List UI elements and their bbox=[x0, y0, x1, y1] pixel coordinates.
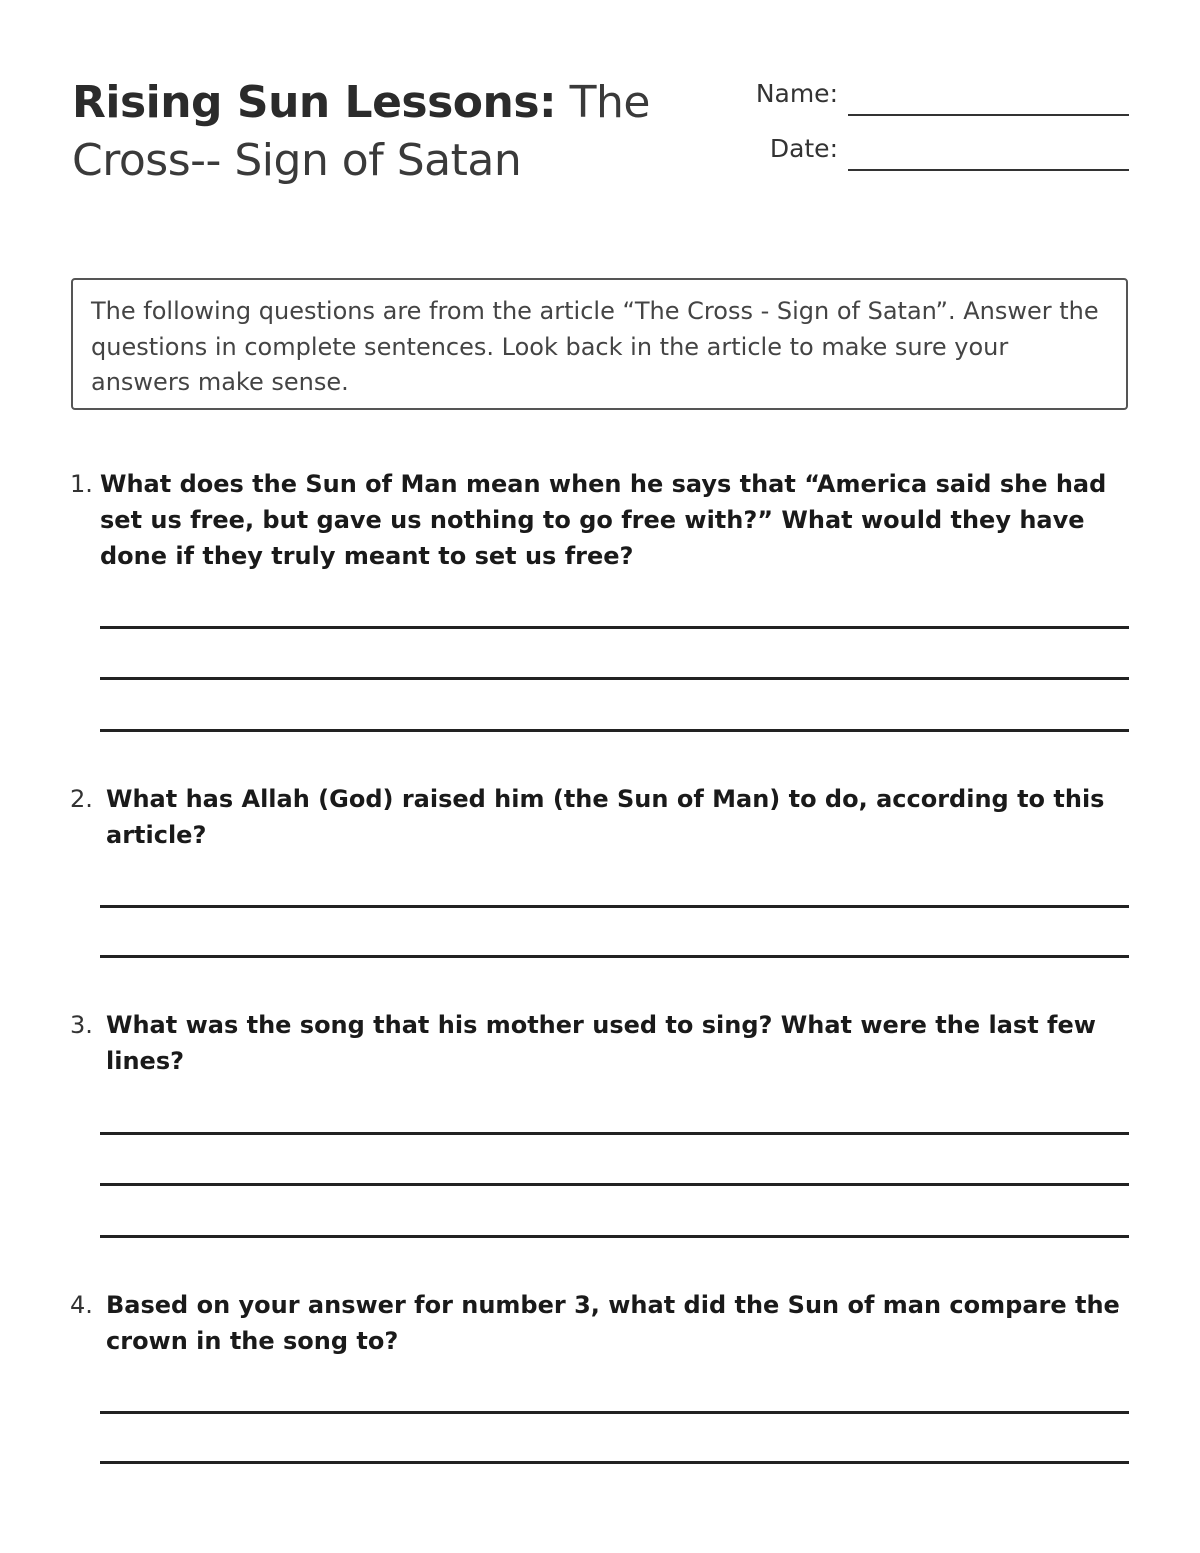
date-label: Date: bbox=[769, 134, 838, 163]
title-series: Rising Sun Lessons: bbox=[72, 77, 557, 128]
answer-line[interactable] bbox=[100, 729, 1129, 732]
answer-line[interactable] bbox=[100, 1461, 1129, 1464]
question-3 bbox=[70, 1007, 1132, 1079]
question-number: 1. bbox=[70, 470, 93, 498]
question-number: 2. bbox=[70, 785, 93, 813]
question-text: What was the song that his mother used to sing? What were the last few lines? bbox=[106, 1011, 1096, 1075]
name-field-line[interactable] bbox=[848, 114, 1129, 116]
question-2 bbox=[70, 781, 1132, 853]
title-topic: The Cross-- Sign of Satan bbox=[72, 77, 650, 186]
answer-line[interactable] bbox=[100, 1132, 1129, 1135]
answer-line[interactable] bbox=[100, 626, 1129, 629]
worksheet-title bbox=[72, 74, 672, 190]
instructions-box bbox=[71, 278, 1128, 410]
question-text: Based on your answer for number 3, what did the Sun of man compare the crown in the song to? bbox=[106, 1291, 1120, 1355]
instructions-text: The following questions are from the article “The Cross - Sign of Satan”. Answer the questions in complete sentences. Look back in the article to make sure your answers make sense. bbox=[91, 297, 1099, 396]
question-4 bbox=[70, 1287, 1132, 1359]
answer-line[interactable] bbox=[100, 1411, 1129, 1414]
question-1 bbox=[70, 466, 1132, 574]
question-number: 4. bbox=[70, 1291, 93, 1319]
question-text: What does the Sun of Man mean when he says that “America said she had set us free, but gave us nothing to go free with?” What would they have done if they truly meant to set us free? bbox=[100, 470, 1107, 570]
answer-line[interactable] bbox=[100, 905, 1129, 908]
date-field-line[interactable] bbox=[848, 169, 1129, 171]
answer-line[interactable] bbox=[100, 677, 1129, 680]
answer-line[interactable] bbox=[100, 955, 1129, 958]
question-number: 3. bbox=[70, 1011, 93, 1039]
answer-line[interactable] bbox=[100, 1235, 1129, 1238]
answer-line[interactable] bbox=[100, 1183, 1129, 1186]
question-text: What has Allah (God) raised him (the Sun of Man) to do, according to this article? bbox=[106, 785, 1105, 849]
name-label: Name: bbox=[755, 79, 838, 108]
